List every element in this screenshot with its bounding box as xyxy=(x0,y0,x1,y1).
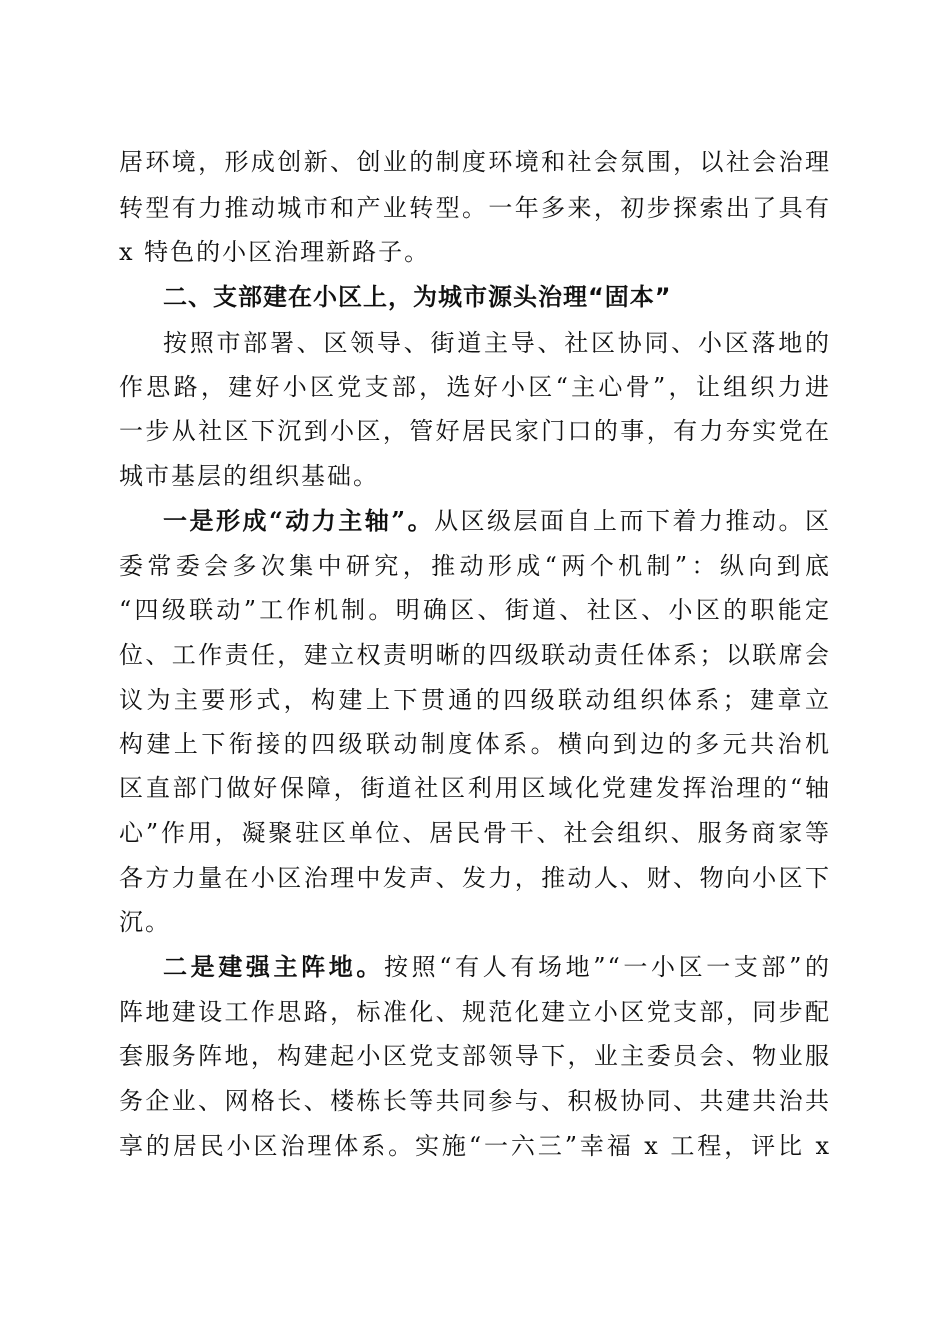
paragraph-1-line-1: 居环境，形成创新、创业的制度环境和社会氛围，以社会治理 xyxy=(119,148,831,176)
paragraph-4-first-line-rest: 按照“有人有场地”“一小区一支部”的 xyxy=(383,953,831,981)
paragraph-2-line-3: 一步从社区下沉到小区，管好居民家门口的事，有力夯实党在 xyxy=(119,417,831,445)
paragraph-3-line-7: 区直部门做好保障，街道社区利用区域化党建发挥治理的“轴 xyxy=(119,774,831,802)
paragraph-2-line-2: 作思路，建好小区党支部，选好小区“主心骨”，让组织力进 xyxy=(119,373,831,401)
section-heading: 二、支部建在小区上，为城市源头治理“固本” xyxy=(163,283,672,311)
paragraph-2-line-4: 城市基层的组织基础。 xyxy=(119,462,379,490)
paragraph-3-line-10: 沉。 xyxy=(119,908,171,936)
paragraph-3-line-8: 心”作用，凝聚驻区单位、居民骨干、社会组织、服务商家等 xyxy=(119,819,831,847)
paragraph-4-line-5: 享的居民小区治理体系。实施“一六三”幸福 x 工程，评比 x xyxy=(119,1132,831,1160)
paragraph-4-line-3: 套服务阵地，构建起小区党支部领导下，业主委员会、物业服 xyxy=(119,1042,831,1070)
paragraph-3-line-9: 各方力量在小区治理中发声、发力，推动人、财、物向小区下 xyxy=(119,864,831,892)
paragraph-4-line-1 xyxy=(119,947,831,987)
paragraph-4-line-2: 阵地建设工作思路，标准化、规范化建立小区党支部，同步配 xyxy=(119,998,831,1026)
paragraph-2-line-1: 按照市部署、区领导、街道主导、社区协同、小区落地的 xyxy=(163,329,831,357)
paragraph-3-line-5: 议为主要形式，构建上下贯通的四级联动组织体系；建章立 xyxy=(119,686,831,714)
paragraph-3-line-4: 位、工作责任，建立权责明晰的四级联动责任体系；以联席会 xyxy=(119,641,831,669)
paragraph-1-line-3: x 特色的小区治理新路子。 xyxy=(119,238,431,266)
paragraph-3-line-3: “四级联动”工作机制。明确区、街道、社区、小区的职能定 xyxy=(119,596,831,624)
paragraph-3-line-6: 构建上下衔接的四级联动制度体系。横向到边的多元共治机 xyxy=(119,730,831,758)
paragraph-3-line-2: 委常委会多次集中研究，推动形成“两个机制”：纵向到底 xyxy=(119,552,831,580)
paragraph-1-line-2: 转型有力推动城市和产业转型。一年多来，初步探索出了具有 xyxy=(119,194,831,222)
paragraph-3-line-1 xyxy=(119,501,831,541)
paragraph-4-line-4: 务企业、网格长、楼栋长等共同参与、积极协同、共建共治共 xyxy=(119,1087,831,1115)
paragraph-3-lead: 一是形成“动力主轴”。 xyxy=(163,506,435,535)
paragraph-3-first-line-rest: 从区级层面自上而下着力推动。区 xyxy=(434,507,831,535)
paragraph-4-lead: 二是建强主阵地。 xyxy=(163,952,384,981)
